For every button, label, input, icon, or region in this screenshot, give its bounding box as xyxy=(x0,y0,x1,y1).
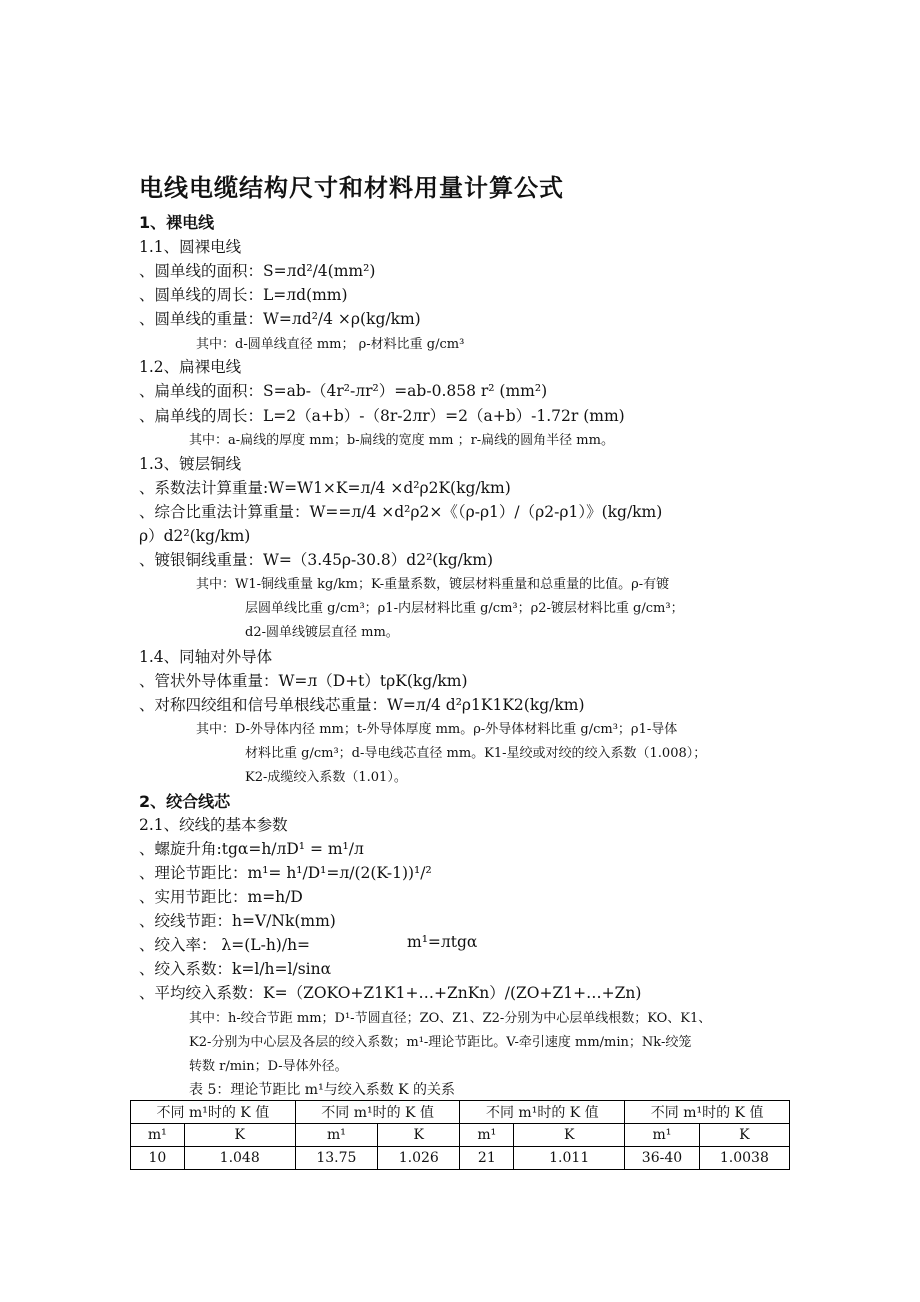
formula-line: 、扁单线的周长：L=2（a+b）-（8r-2лr）=2（a+b）-1.72r (mm) xyxy=(139,407,625,425)
table-col-m: m¹ xyxy=(131,1124,185,1147)
formula-line: ρ）d2²(kg/km) xyxy=(139,527,251,545)
subsection-heading: 1.1、圆裸电线 xyxy=(139,238,242,256)
table-col-m: m¹ xyxy=(625,1124,700,1147)
table-cell-m: 10 xyxy=(131,1147,185,1170)
formula-line: 、绞线节距：h=V/Nk(mm) xyxy=(139,912,336,930)
note-line: K2-分别为中心层及各层的绞入系数；m¹-理论节距比。V-牵引速度 mm/min；Nk-绞笼 xyxy=(189,1035,692,1050)
table-cell-m: 36-40 xyxy=(625,1147,700,1170)
formula-line: 、综合比重法计算重量：W==л/4 ×d²ρ2×《（ρ-ρ1）/（ρ2-ρ1）》(kg/km) xyxy=(139,503,663,521)
formula-line: 、圆单线的面积：S=лd²/4(mm²) xyxy=(139,262,376,280)
subsection-heading: 1.3、镀层铜线 xyxy=(139,455,242,473)
formula-line: 、绞入率： λ=(L-h)/h= xyxy=(139,936,311,954)
formula-line: 、实用节距比：m=h/D xyxy=(139,888,303,906)
note-line: 其中：d-圆单线直径 mm； ρ-材料比重 g/cm³ xyxy=(196,337,465,352)
table-group-header: 不同 m¹时的 K 值 xyxy=(625,1101,790,1124)
formula-line: 、理论节距比：m¹= h¹/D¹=л/(2(K-1))¹/² xyxy=(139,864,432,882)
table-col-k: K xyxy=(378,1124,460,1147)
subsection-heading: 1.2、扁裸电线 xyxy=(139,358,242,376)
subsection-heading: 1.4、同轴对外导体 xyxy=(139,648,273,666)
note-line: d2-圆单线镀层直径 mm。 xyxy=(245,625,399,640)
formula-line: 、扁单线的面积：S=ab-（4r²-лr²）=ab-0.858 r² (mm²) xyxy=(139,382,548,400)
formula-line: 、系数法计算重量:W=W1×K=л/4 ×d²ρ2K(kg/km) xyxy=(139,479,511,497)
section-heading-stranded-conductor: 2、绞合线芯 xyxy=(139,792,231,811)
note-line: 其中：D-外导体内径 mm；t-外导体厚度 mm。ρ-外导体材料比重 g/cm³；ρ1-导体 xyxy=(196,722,678,737)
table-cell-k: 1.0038 xyxy=(699,1147,789,1170)
note-line: K2-成缆绞入系数（1.01）。 xyxy=(245,770,407,785)
section-heading-bare-wire: 1、裸电线 xyxy=(139,213,215,232)
table-header-row xyxy=(131,1101,790,1124)
table-cell-k: 1.048 xyxy=(184,1147,295,1170)
pitch-ratio-table xyxy=(130,1100,790,1170)
table-cell-k: 1.011 xyxy=(514,1147,625,1170)
table-col-k: K xyxy=(699,1124,789,1147)
note-line: 其中：h-绞合节距 mm；D¹-节圆直径；ZO、Z1、Z2-分别为中心层单线根数；KO、K1、 xyxy=(189,1011,712,1026)
table-col-m: m¹ xyxy=(295,1124,377,1147)
formula-line: 、镀银铜线重量：W=（3.45ρ-30.8）d2²(kg/km) xyxy=(139,551,494,569)
formula-line: 、圆单线的重量：W=лd²/4 ×ρ(kg/km) xyxy=(139,310,421,328)
table-subheader-row xyxy=(131,1124,790,1147)
table-row xyxy=(131,1147,790,1170)
note-line: 其中：a-扁线的厚度 mm；b-扁线的宽度 mm ；r-扁线的圆角半径 mm。 xyxy=(189,433,614,448)
table-group-header: 不同 m¹时的 K 值 xyxy=(131,1101,296,1124)
note-line: 层圆单线比重 g/cm³；ρ1-内层材料比重 g/cm³；ρ2-镀层材料比重 g/cm³； xyxy=(245,601,684,616)
formula-line: 、圆单线的周长：L=лd(mm) xyxy=(139,286,348,304)
formula-line: 、管状外导体重量：W=л（D+t）tρK(kg/km) xyxy=(139,672,468,690)
subsection-heading: 2.1、绞线的基本参数 xyxy=(139,816,288,834)
page-title: 电线电缆结构尺寸和材料用量计算公式 xyxy=(139,174,564,202)
note-line: 材料比重 g/cm³；d-导电线芯直径 mm。K1-星绞或对绞的绞入系数（1.008）； xyxy=(245,746,707,761)
formula-line: m¹=лtgα xyxy=(407,933,478,951)
table-group-header: 不同 m¹时的 K 值 xyxy=(460,1101,625,1124)
table-col-k: K xyxy=(514,1124,625,1147)
formula-line: 、螺旋升角:tgα=h/лD¹ = m¹/л xyxy=(139,840,364,858)
table-cell-m: 21 xyxy=(460,1147,514,1170)
note-line: 转数 r/min；D-导体外径。 xyxy=(189,1059,348,1074)
table-cell-k: 1.026 xyxy=(378,1147,460,1170)
table-cell-m: 13.75 xyxy=(295,1147,377,1170)
table-group-header: 不同 m¹时的 K 值 xyxy=(295,1101,460,1124)
table-col-k: K xyxy=(184,1124,295,1147)
formula-line: 、平均绞入系数：K=（ZOKO+Z1K1+…+ZnKn）/(ZO+Z1+…+Zn) xyxy=(139,984,642,1002)
formula-line: 、绞入系数：k=l/h=l/sinα xyxy=(139,960,332,978)
table-caption: 表 5：理论节距比 m¹与绞入系数 K 的关系 xyxy=(189,1082,456,1098)
formula-line: 、对称四绞组和信号单根线芯重量：W=л/4 d²ρ1K1K2(kg/km) xyxy=(139,696,585,714)
note-line: 其中：W1-铜线重量 kg/km；K-重量系数，镀层材料重量和总重量的比值。ρ-有镀 xyxy=(196,577,670,592)
table-col-m: m¹ xyxy=(460,1124,514,1147)
